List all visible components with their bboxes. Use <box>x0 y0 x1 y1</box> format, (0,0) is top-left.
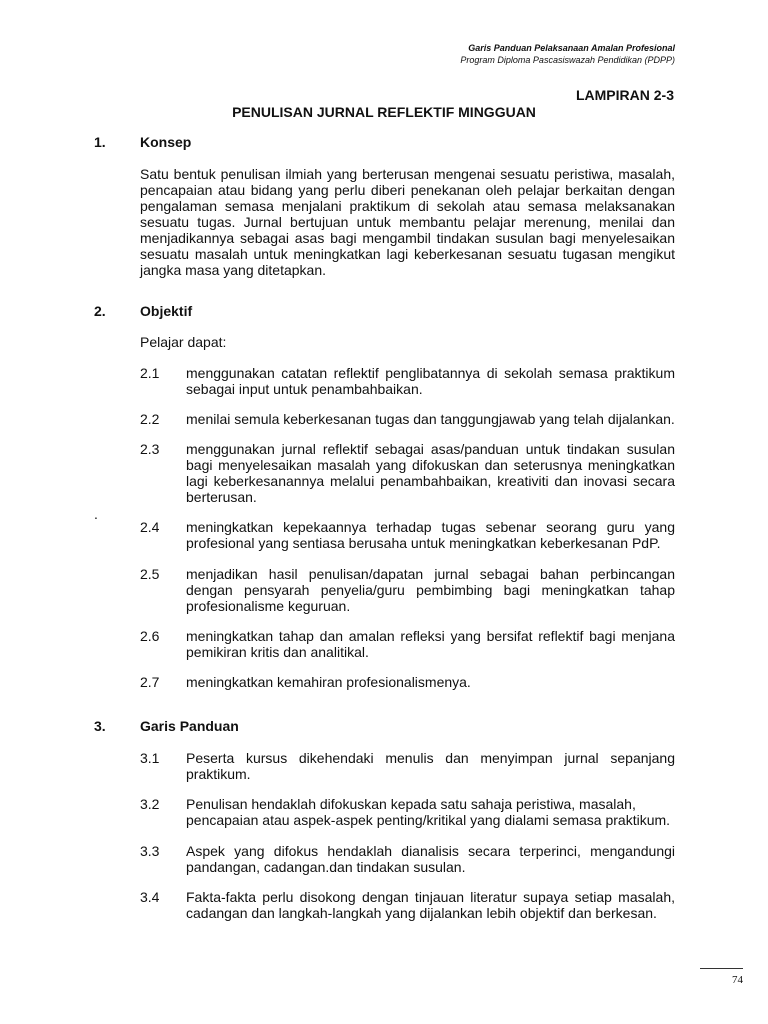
running-header-title: Garis Panduan Pelaksanaan Amalan Profesional <box>468 43 675 53</box>
section-title-konsep: Konsep <box>140 134 192 150</box>
footer-rule <box>700 968 743 969</box>
page-number: 74 <box>732 974 743 986</box>
page-title: PENULISAN JURNAL REFLEKTIF MINGGUAN <box>232 104 536 120</box>
list-item-text: menilai semula keberkesanan tugas dan tanggungjawab yang telah dijalankan. <box>186 411 675 427</box>
section-title-objektif: Objektif <box>140 303 193 319</box>
list-item-number: 2.1 <box>140 365 160 381</box>
list-item-number: 2.6 <box>140 628 160 644</box>
list-item-number: 3.3 <box>140 843 160 859</box>
list-item-number: 2.2 <box>140 411 160 427</box>
running-header-program: Program Diploma Pascasiswazah Pendidikan (PDPP) <box>460 55 675 65</box>
list-item-text: meningkatkan kemahiran profesionalismenya. <box>186 674 471 690</box>
list-item-number: 3.1 <box>140 750 160 766</box>
list-item-number: 2.5 <box>140 566 160 582</box>
list-item-number: 3.2 <box>140 796 160 812</box>
konsep-paragraph: Satu bentuk penulisan ilmiah yang berterusan mengenai sesuatu peristiwa, masalah, pencapaian atau bidang yang perlu diberi penekanan oleh pelajar berkaitan dengan pengalaman semasa menjalani praktikum di sekolah atau semasa melaksanakan sesuatu tugas. Jurnal bertujuan untuk membantu pelajar merenung, menilai dan menjadikannya sebagai asas bagi mengambil tindakan susulan bagi menyelesaikan sesuatu masalah untuk meningkatkan lagi keberkesanan sesuatu tugasan mengikut jangka masa yang ditetapkan. <box>140 166 675 278</box>
list-item-text: menggunakan catatan reflektif penglibatannya di sekolah semasa praktikum sebagai input untuk penambahbaikan. <box>186 365 675 397</box>
list-item-text: Fakta-fakta perlu disokong dengan tinjauan literatur supaya setiap masalah, cadangan dan langkah-langkah yang dijalankan lebih objektif dan berkesan. <box>186 889 675 921</box>
objektif-intro: Pelajar dapat: <box>140 334 227 350</box>
list-item-text: menjadikan hasil penulisan/dapatan jurnal sebagai bahan perbincangan dengan pensyarah penyelia/guru pembimbing bagi meningkatkan tahap profesionalisme keguruan. <box>186 566 675 614</box>
list-item-number: 2.4 <box>140 519 160 535</box>
list-item-text: meningkatkan tahap dan amalan refleksi yang bersifat reflektif bagi menjana pemikiran kritis dan analitikal. <box>186 628 675 660</box>
section-number-garis-panduan: 3. <box>94 718 106 734</box>
stray-mark: . <box>94 506 98 522</box>
list-item-text: meningkatkan kepekaannya terhadap tugas sebenar seorang guru yang profesional yang sentiasa berusaha untuk meningkatkan keberkesanan PdP. <box>186 519 675 551</box>
section-number-konsep: 1. <box>94 134 106 150</box>
list-item-number: 2.3 <box>140 441 160 457</box>
appendix-label: LAMPIRAN 2-3 <box>575 87 674 103</box>
list-item-number: 3.4 <box>140 889 160 905</box>
list-item-text: Penulisan hendaklah difokuskan kepada satu sahaja peristiwa, masalah, pencapaian atau aspek-aspek penting/kritikal yang dialami semasa praktikum. <box>186 796 671 828</box>
list-item-text: Aspek yang difokus hendaklah dianalisis secara terperinci, mengandungi pandangan, cadangan.dan tindakan susulan. <box>186 843 675 875</box>
list-item-text: Peserta kursus dikehendaki menulis dan menyimpan jurnal sepanjang praktikum. <box>186 750 675 782</box>
list-item-number: 2.7 <box>140 674 160 690</box>
section-number-objektif: 2. <box>94 303 106 319</box>
section-title-garis-panduan: Garis Panduan <box>140 718 239 734</box>
list-item-text: menggunakan jurnal reflektif sebagai asas/panduan untuk tindakan susulan bagi menyelesaikan masalah yang difokuskan dan seterusnya meningkatkan lagi keberkesanannya melalui penambahbaikan, kreativiti dan inovasi secara berterusan. <box>186 441 675 505</box>
